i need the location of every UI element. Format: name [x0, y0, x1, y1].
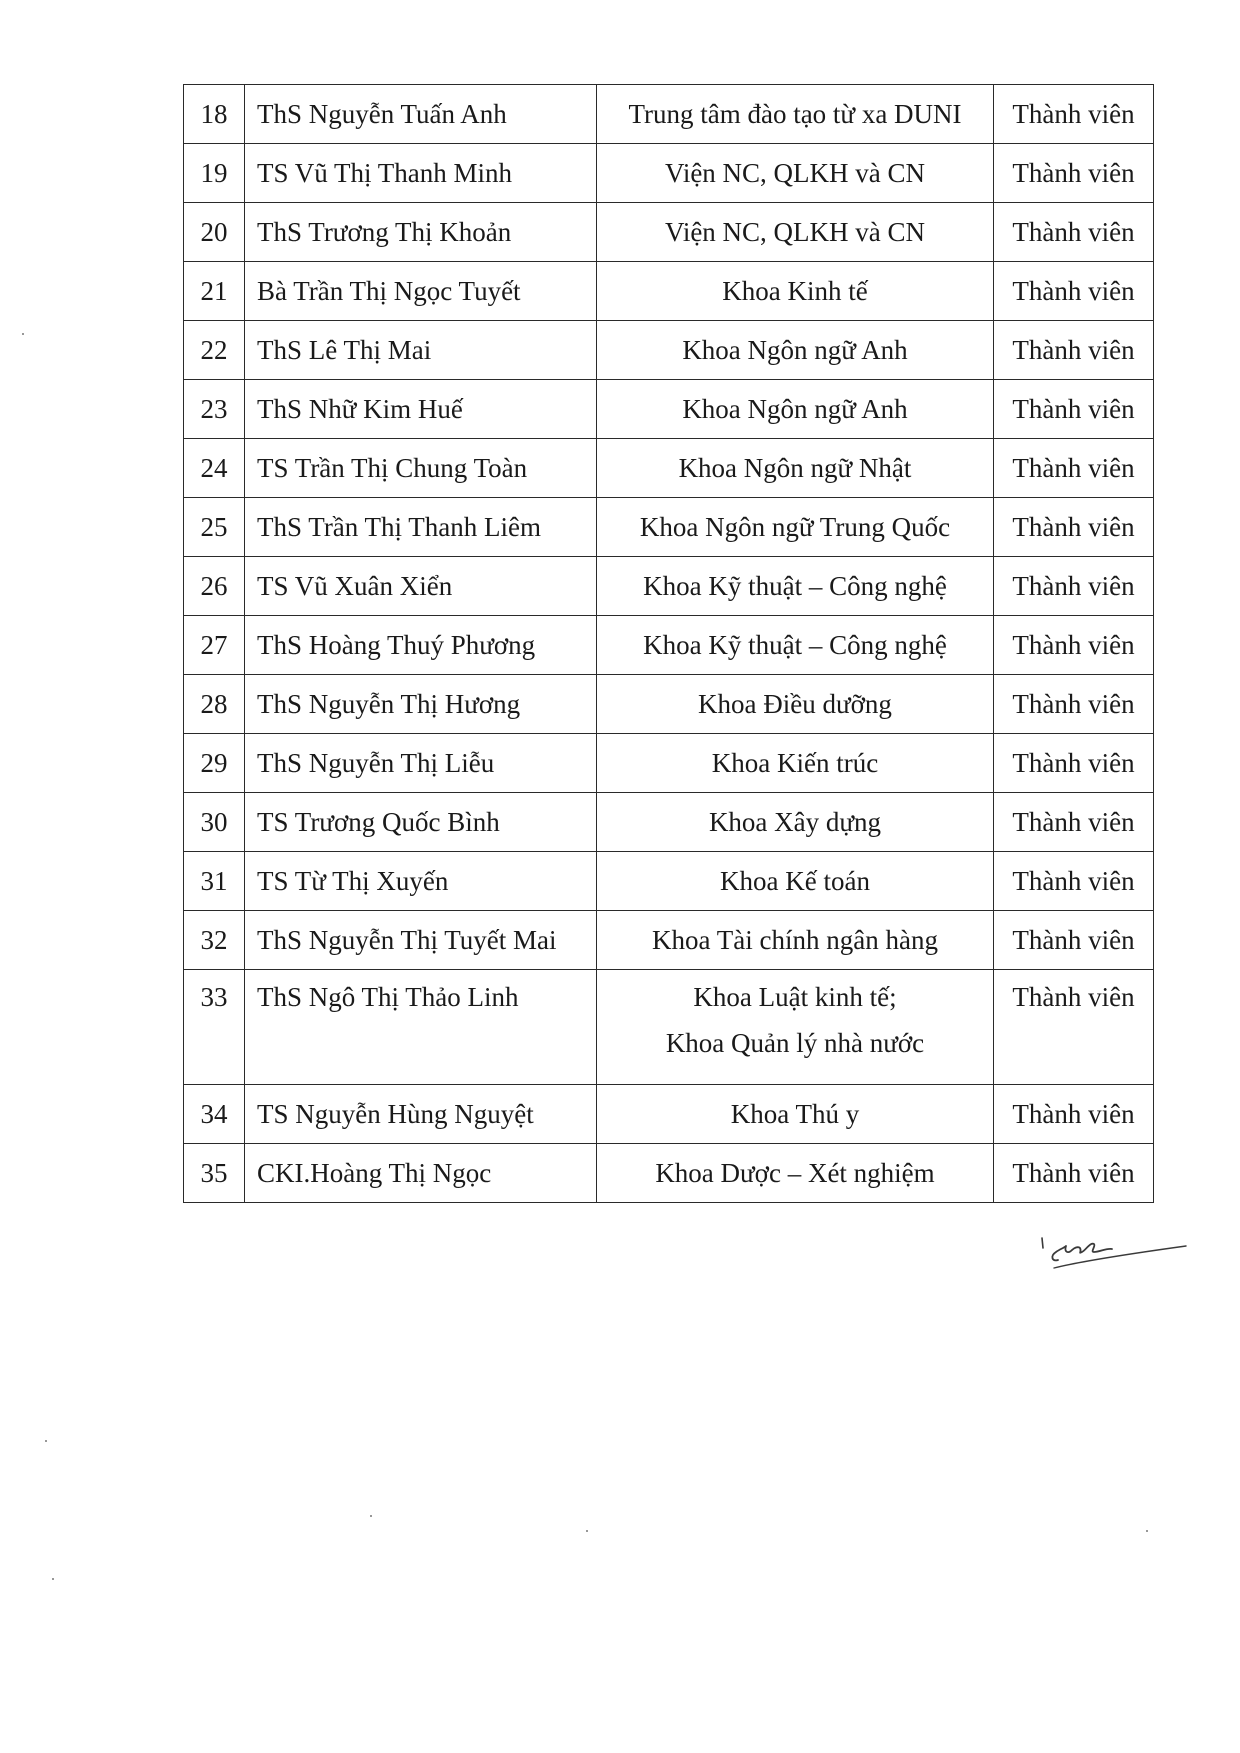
member-unit-line: Khoa Ngôn ngữ Anh [682, 394, 908, 424]
member-table-body [184, 85, 1154, 1203]
member-unit [597, 1085, 994, 1144]
member-role: Thành viên [994, 262, 1154, 321]
table-row [184, 1144, 1154, 1203]
member-role: Thành viên [994, 498, 1154, 557]
table-row [184, 498, 1154, 557]
table-row [184, 203, 1154, 262]
member-name: ThS Nguyễn Thị Hương [245, 675, 597, 734]
table-row [184, 380, 1154, 439]
row-number: 20 [184, 203, 245, 262]
signature-strokes [1042, 1238, 1186, 1268]
scan-speck [370, 1515, 372, 1517]
scan-speck [22, 333, 24, 335]
row-number: 31 [184, 852, 245, 911]
row-number: 30 [184, 793, 245, 852]
member-role: Thành viên [994, 675, 1154, 734]
table-row [184, 911, 1154, 970]
row-number: 23 [184, 380, 245, 439]
member-role: Thành viên [994, 734, 1154, 793]
member-name: ThS Trương Thị Khoản [245, 203, 597, 262]
member-unit [597, 144, 994, 203]
member-unit [597, 557, 994, 616]
table-row [184, 1085, 1154, 1144]
member-role: Thành viên [994, 321, 1154, 380]
table-row [184, 85, 1154, 144]
table-row [184, 439, 1154, 498]
member-name: TS Trần Thị Chung Toàn [245, 439, 597, 498]
table-row [184, 734, 1154, 793]
row-number: 29 [184, 734, 245, 793]
table-row [184, 616, 1154, 675]
member-unit [597, 439, 994, 498]
member-unit-line: Viện NC, QLKH và CN [664, 217, 926, 247]
member-role: Thành viên [994, 1144, 1154, 1203]
member-unit-line: Khoa Luật kinh tế; [693, 982, 897, 1012]
member-unit-line: Khoa Kỹ thuật – Công nghệ [643, 630, 947, 660]
member-unit [597, 262, 994, 321]
member-unit [597, 852, 994, 911]
member-unit-line: Khoa Quản lý nhà nước [665, 1028, 925, 1058]
member-unit [597, 85, 994, 144]
handwritten-signature [1038, 1232, 1188, 1274]
table-row [184, 970, 1154, 1085]
member-unit [597, 321, 994, 380]
row-number: 24 [184, 439, 245, 498]
member-name: Bà Trần Thị Ngọc Tuyết [245, 262, 597, 321]
member-unit [597, 1144, 994, 1203]
member-name: TS Nguyễn Hùng Nguyệt [245, 1085, 597, 1144]
row-number: 25 [184, 498, 245, 557]
table-row [184, 557, 1154, 616]
member-unit-line: Trung tâm đào tạo từ xa DUNI [628, 99, 962, 129]
member-name: TS Vũ Xuân Xiển [245, 557, 597, 616]
member-role: Thành viên [994, 793, 1154, 852]
member-unit [597, 970, 994, 1085]
member-unit [597, 203, 994, 262]
member-unit-line: Viện NC, QLKH và CN [664, 158, 926, 188]
row-number: 33 [184, 970, 245, 1085]
member-unit [597, 793, 994, 852]
row-number: 18 [184, 85, 245, 144]
row-number: 21 [184, 262, 245, 321]
member-name: TS Từ Thị Xuyến [245, 852, 597, 911]
member-unit-line: Khoa Ngôn ngữ Trung Quốc [639, 512, 951, 542]
member-unit [597, 911, 994, 970]
member-unit [597, 498, 994, 557]
scan-speck [1146, 1530, 1148, 1532]
member-name: CKI.Hoàng Thị Ngọc [245, 1144, 597, 1203]
member-name: ThS Nhữ Kim Huế [245, 380, 597, 439]
member-role: Thành viên [994, 557, 1154, 616]
scan-speck [52, 1578, 54, 1580]
member-role: Thành viên [994, 144, 1154, 203]
member-name: TS Trương Quốc Bình [245, 793, 597, 852]
member-role: Thành viên [994, 616, 1154, 675]
signature-tick [1042, 1238, 1043, 1248]
row-number: 34 [184, 1085, 245, 1144]
member-unit-line: Khoa Kế toán [720, 866, 870, 896]
member-unit [597, 734, 994, 793]
member-unit-line: Khoa Kiến trúc [711, 748, 879, 778]
row-number: 19 [184, 144, 245, 203]
member-name: ThS Nguyễn Thị Liễu [245, 734, 597, 793]
member-role: Thành viên [994, 911, 1154, 970]
row-number: 27 [184, 616, 245, 675]
member-unit-line: Khoa Điều dưỡng [698, 689, 892, 719]
row-number: 28 [184, 675, 245, 734]
member-name: ThS Lê Thị Mai [245, 321, 597, 380]
table-row [184, 144, 1154, 203]
member-unit-line: Khoa Ngôn ngữ Anh [682, 335, 908, 365]
table-row [184, 262, 1154, 321]
member-unit-line: Khoa Xây dựng [708, 807, 882, 837]
member-name: ThS Hoàng Thuý Phương [245, 616, 597, 675]
member-role: Thành viên [994, 970, 1154, 1085]
member-name: ThS Nguyễn Tuấn Anh [245, 85, 597, 144]
member-role: Thành viên [994, 439, 1154, 498]
member-role: Thành viên [994, 852, 1154, 911]
row-number: 22 [184, 321, 245, 380]
scan-speck [45, 1440, 47, 1442]
row-number: 26 [184, 557, 245, 616]
member-name: TS Vũ Thị Thanh Minh [245, 144, 597, 203]
member-unit-line: Khoa Dược – Xét nghiệm [655, 1158, 935, 1188]
member-unit-line: Khoa Kinh tế [722, 276, 868, 306]
row-number: 32 [184, 911, 245, 970]
member-unit-line: Khoa Tài chính ngân hàng [652, 925, 938, 955]
member-unit-line: Khoa Kỹ thuật – Công nghệ [643, 571, 947, 601]
member-table [183, 84, 1154, 1203]
member-name: ThS Ngô Thị Thảo Linh [245, 970, 597, 1085]
member-role: Thành viên [994, 85, 1154, 144]
table-row [184, 321, 1154, 380]
member-unit [597, 616, 994, 675]
member-role: Thành viên [994, 1085, 1154, 1144]
table-row [184, 793, 1154, 852]
member-name: ThS Nguyễn Thị Tuyết Mai [245, 911, 597, 970]
scan-speck [586, 1530, 588, 1532]
table-row [184, 675, 1154, 734]
member-role: Thành viên [994, 203, 1154, 262]
row-number: 35 [184, 1144, 245, 1203]
member-role: Thành viên [994, 380, 1154, 439]
member-unit [597, 380, 994, 439]
member-name: ThS Trần Thị Thanh Liêm [245, 498, 597, 557]
member-unit-line: Khoa Ngôn ngữ Nhật [678, 453, 912, 483]
table-row [184, 852, 1154, 911]
member-unit-line: Khoa Thú y [730, 1099, 860, 1129]
member-unit [597, 675, 994, 734]
